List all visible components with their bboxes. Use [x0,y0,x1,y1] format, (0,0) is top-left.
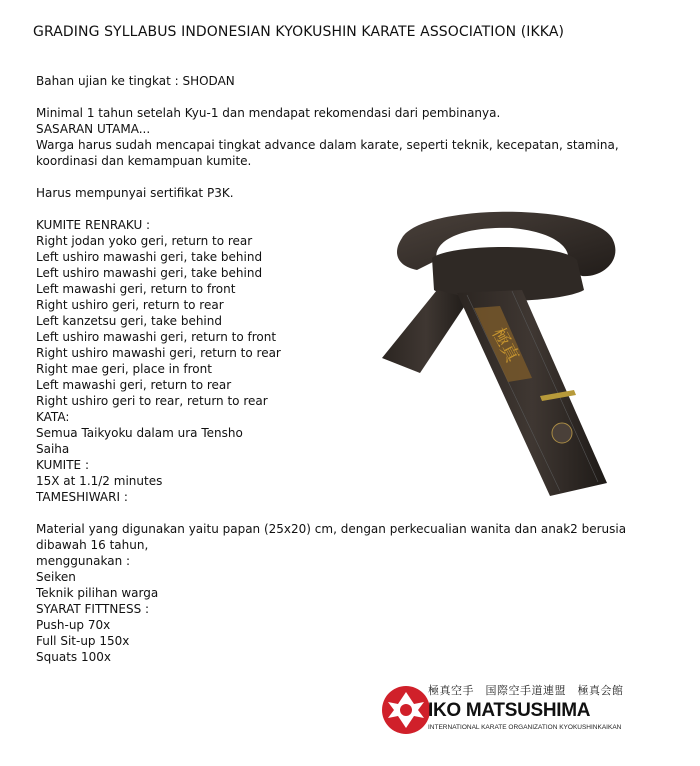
syllabus-line: menggunakan : [36,554,131,568]
black-belt-image [362,198,652,498]
syllabus-line: Left kanzetsu geri, take behind [36,314,222,328]
syllabus-line: Warga harus sudah mencapai tingkat advance dalam karate, seperti teknik, kecepatan, stamina, [36,138,619,152]
logo-name: IKO MATSUSHIMA [428,700,591,721]
iko-matsushima-logo [380,680,650,752]
syllabus-line: Material yang digunakan yaitu papan (25x20) cm, dengan perkecualian wanita dan anak2 berusia [36,522,627,536]
syllabus-line: KUMITE RENRAKU : [36,218,151,232]
logo-kanji-text: 極真空手 国際空手道連盟 極真会館 [428,684,624,697]
syllabus-line [36,89,636,105]
syllabus-line: dibawah 16 tahun, [36,538,149,552]
syllabus-line: Harus mempunyai sertifikat P3K. [36,186,234,200]
syllabus-line: koordinasi dan kemampuan kumite. [36,154,252,168]
syllabus-line: KATA: [36,410,70,424]
syllabus-line: Left ushiro mawashi geri, take behind [36,250,263,264]
syllabus-line: SASARAN UTAMA... [36,122,151,136]
svg-text:極真: 極真 [487,324,523,366]
syllabus-line: Right ushiro geri, return to rear [36,298,224,312]
syllabus-line: Teknik pilihan warga [36,586,159,600]
syllabus-line: TAMESHIWARI : [36,490,128,504]
syllabus-line: Bahan ujian ke tingkat : SHODAN [36,74,235,88]
syllabus-line: Right ushiro mawashi geri, return to rear [36,346,281,360]
syllabus-line: 15X at 1.1/2 minutes [36,474,163,488]
logo-subtitle: INTERNATIONAL KARATE ORGANIZATION KYOKUSHINKAIKAN [428,724,622,731]
syllabus-line: Right mae geri, place in front [36,362,212,376]
syllabus-line: Minimal 1 tahun setelah Kyu-1 dan mendapat rekomendasi dari pembinanya. [36,106,501,120]
syllabus-line: Right jodan yoko geri, return to rear [36,234,253,248]
syllabus-line: Push-up 70x [36,618,111,632]
syllabus-line: Left ushiro mawashi geri, return to front [36,330,277,344]
syllabus-line: Squats 100x [36,650,111,664]
page-title: GRADING SYLLABUS INDONESIAN KYOKUSHIN KARATE ASSOCIATION (IKKA) [33,24,565,40]
syllabus-line [36,169,636,185]
syllabus-line: Full Sit-up 150x [36,634,130,648]
syllabus-line: SYARAT FITTNESS : [36,602,150,616]
syllabus-line: Left ushiro mawashi geri, take behind [36,266,263,280]
syllabus-line: Right ushiro geri to rear, return to rear [36,394,268,408]
syllabus-line: Left mawashi geri, return to rear [36,378,232,392]
syllabus-line [36,505,636,521]
syllabus-line: Left mawashi geri, return to front [36,282,236,296]
syllabus-line: KUMITE : [36,458,89,472]
syllabus-line: Semua Taikyoku dalam ura Tensho [36,426,243,440]
syllabus-line: Seiken [36,570,76,584]
kanku-emblem-icon [380,684,432,736]
syllabus-line: Saiha [36,442,70,456]
